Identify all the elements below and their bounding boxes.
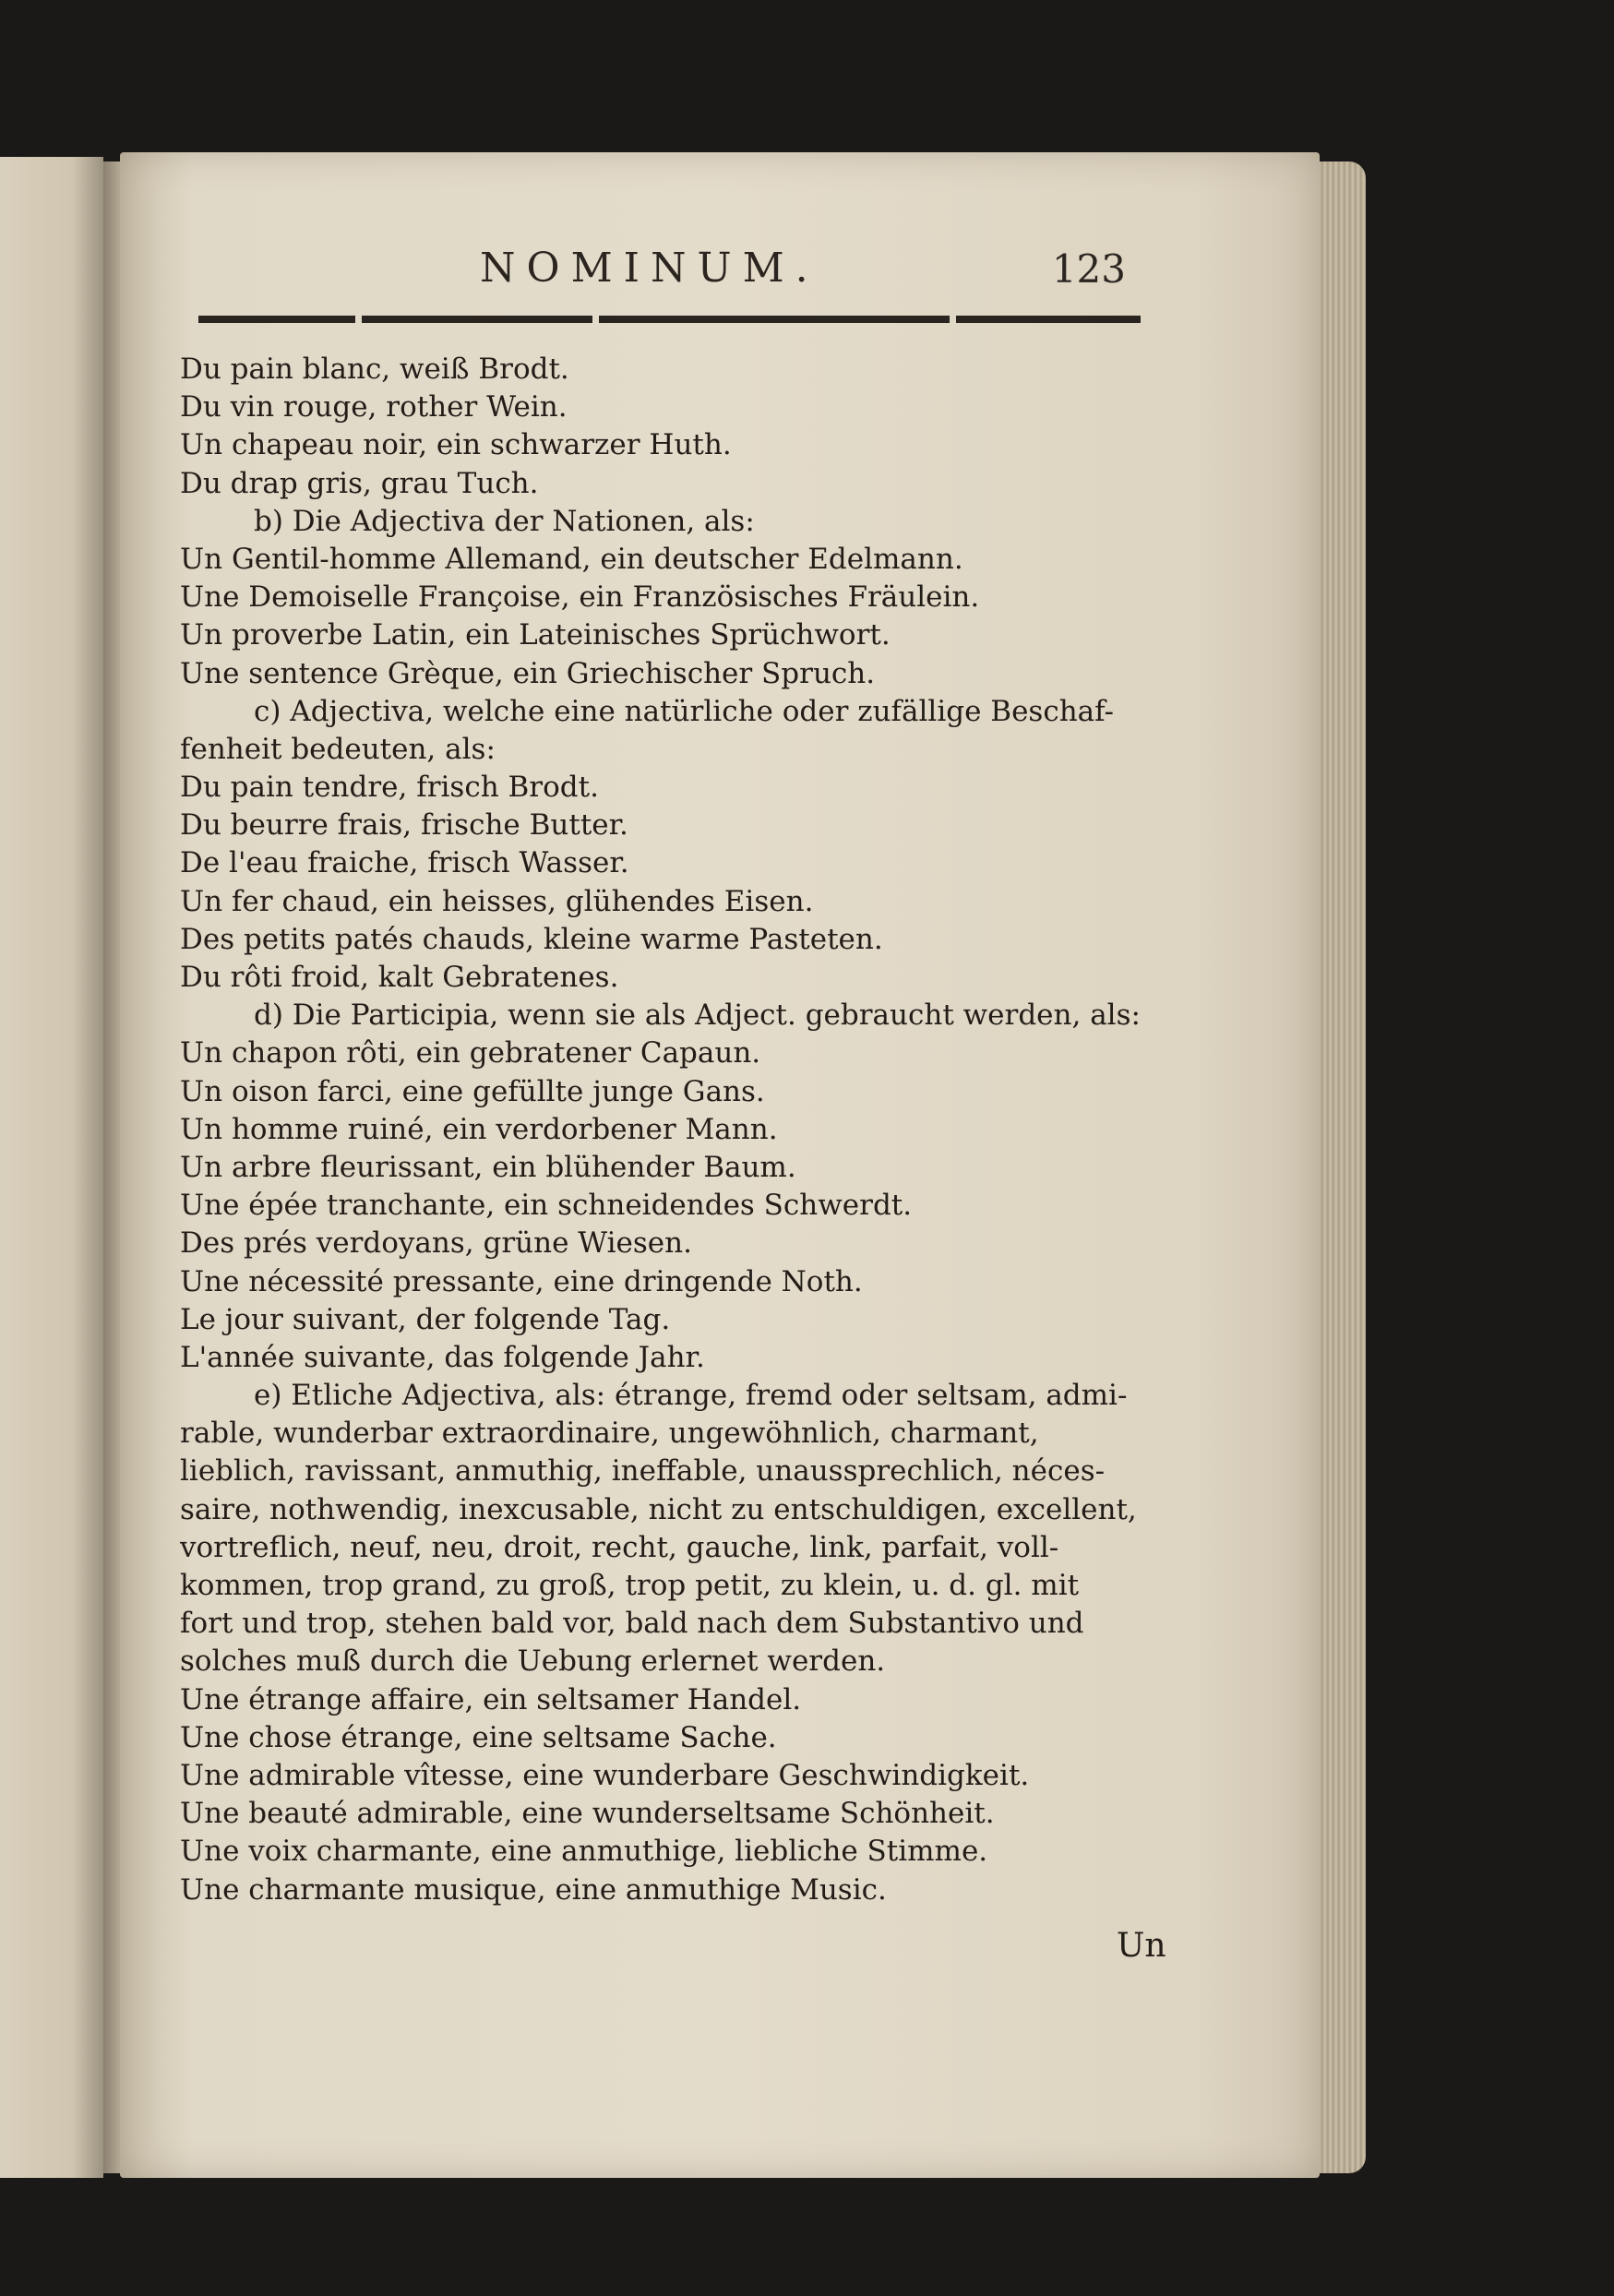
text-line: c) Adjectiva, welche eine natürliche oder zufällige Beschaf- — [254, 694, 1114, 728]
left-page — [0, 157, 103, 2178]
text-line: Un chapon rôti, ein gebratener Capaun. — [180, 1036, 761, 1070]
text-body — [180, 351, 1163, 1909]
text-line: Du vin rouge, rother Wein. — [180, 390, 568, 425]
text-line: fort und trop, stehen bald vor, bald nach dem Substantivo und — [180, 1607, 1084, 1641]
text-line: fenheit bedeuten, als: — [180, 732, 496, 766]
catchword: Un — [1117, 1927, 1166, 1965]
text-line: Une nécessité pressante, eine dringende Noth. — [180, 1264, 863, 1298]
text-line: Un homme ruiné, ein verdorbener Mann. — [180, 1112, 778, 1146]
page-header — [480, 245, 1126, 300]
text-line: rable, wunderbar extraordinaire, ungewöhnlich, charmant, — [180, 1417, 1039, 1451]
text-line: Un chapeau noir, ein schwarzer Huth. — [180, 428, 732, 462]
header-rule — [956, 316, 1141, 323]
text-line: b) Die Adjectiva der Nationen, als: — [254, 504, 755, 538]
header-rule — [198, 316, 355, 323]
text-line: saire, nothwendig, inexcusable, nicht zu entschuldigen, excellent, — [180, 1492, 1137, 1526]
page-number: 123 — [1051, 246, 1126, 292]
text-line: Des petits patés chauds, kleine warme Pasteten. — [180, 922, 883, 956]
text-line: L'année suivante, das folgende Jahr. — [180, 1340, 705, 1374]
text-line: Un Gentil-homme Allemand, ein deutscher Edelmann. — [180, 542, 963, 576]
text-line: Une épée tranchante, ein schneidendes Schwerdt. — [180, 1189, 913, 1223]
text-line: Une admirable vîtesse, eine wunderbare Geschwindigkeit. — [180, 1758, 1030, 1792]
text-line: Un arbre fleurissant, ein blühender Baum. — [180, 1150, 796, 1184]
text-line: Du pain tendre, frisch Brodt. — [180, 771, 599, 805]
text-line: Un fer chaud, ein heisses, glühendes Eisen. — [180, 884, 814, 918]
text-line: Un oison farci, eine gefüllte junge Gans. — [180, 1074, 765, 1108]
text-line: Des prés verdoyans, grüne Wiesen. — [180, 1226, 692, 1261]
header-rule — [362, 316, 592, 323]
text-line: d) Die Participia, wenn sie als Adject. gebraucht werden, als: — [254, 999, 1141, 1033]
text-line: vortreflich, neuf, neu, droit, recht, gauche, link, parfait, voll- — [180, 1530, 1059, 1564]
text-line: Une chose étrange, eine seltsame Sache. — [180, 1720, 777, 1754]
text-line: Une étrange affaire, ein seltsamer Handel. — [180, 1682, 802, 1716]
text-line: Du beurre frais, frische Butter. — [180, 808, 628, 843]
text-line: Le jour suivant, der folgende Tag. — [180, 1302, 671, 1336]
text-line: Une charmante musique, eine anmuthige Music. — [180, 1872, 887, 1907]
text-line: Une sentence Grèque, ein Griechischer Spruch. — [180, 656, 876, 690]
text-line: Une beauté admirable, eine wunderseltsame Schönheit. — [180, 1797, 995, 1831]
text-line: Du rôti froid, kalt Gebratenes. — [180, 961, 619, 994]
header-rule — [599, 316, 950, 323]
page-edges — [1320, 161, 1366, 2173]
text-line: e) Etliche Adjectiva, als: étrange, fremd oder seltsam, admi- — [254, 1379, 1128, 1413]
text-line: lieblich, ravissant, anmuthig, ineffable, unaussprechlich, néces- — [180, 1454, 1106, 1489]
text-line: Du pain blanc, weiß Brodt. — [180, 353, 569, 386]
text-line: Une voix charmante, eine anmuthige, liebliche Stimme. — [180, 1835, 988, 1869]
gutter — [103, 161, 122, 2173]
text-line: Du drap gris, grau Tuch. — [180, 466, 539, 500]
text-line: De l'eau fraiche, frisch Wasser. — [180, 846, 629, 880]
text-line: kommen, trop grand, zu groß, trop petit, zu klein, u. d. gl. mit — [180, 1569, 1080, 1602]
text-line: solches muß durch die Uebung erlernet werden. — [180, 1644, 886, 1679]
text-line: Un proverbe Latin, ein Lateinisches Sprüchwort. — [180, 618, 891, 652]
text-line: Une Demoiselle Françoise, ein Französisches Fräulein. — [180, 580, 980, 615]
running-head: NOMINUM. — [480, 245, 819, 292]
